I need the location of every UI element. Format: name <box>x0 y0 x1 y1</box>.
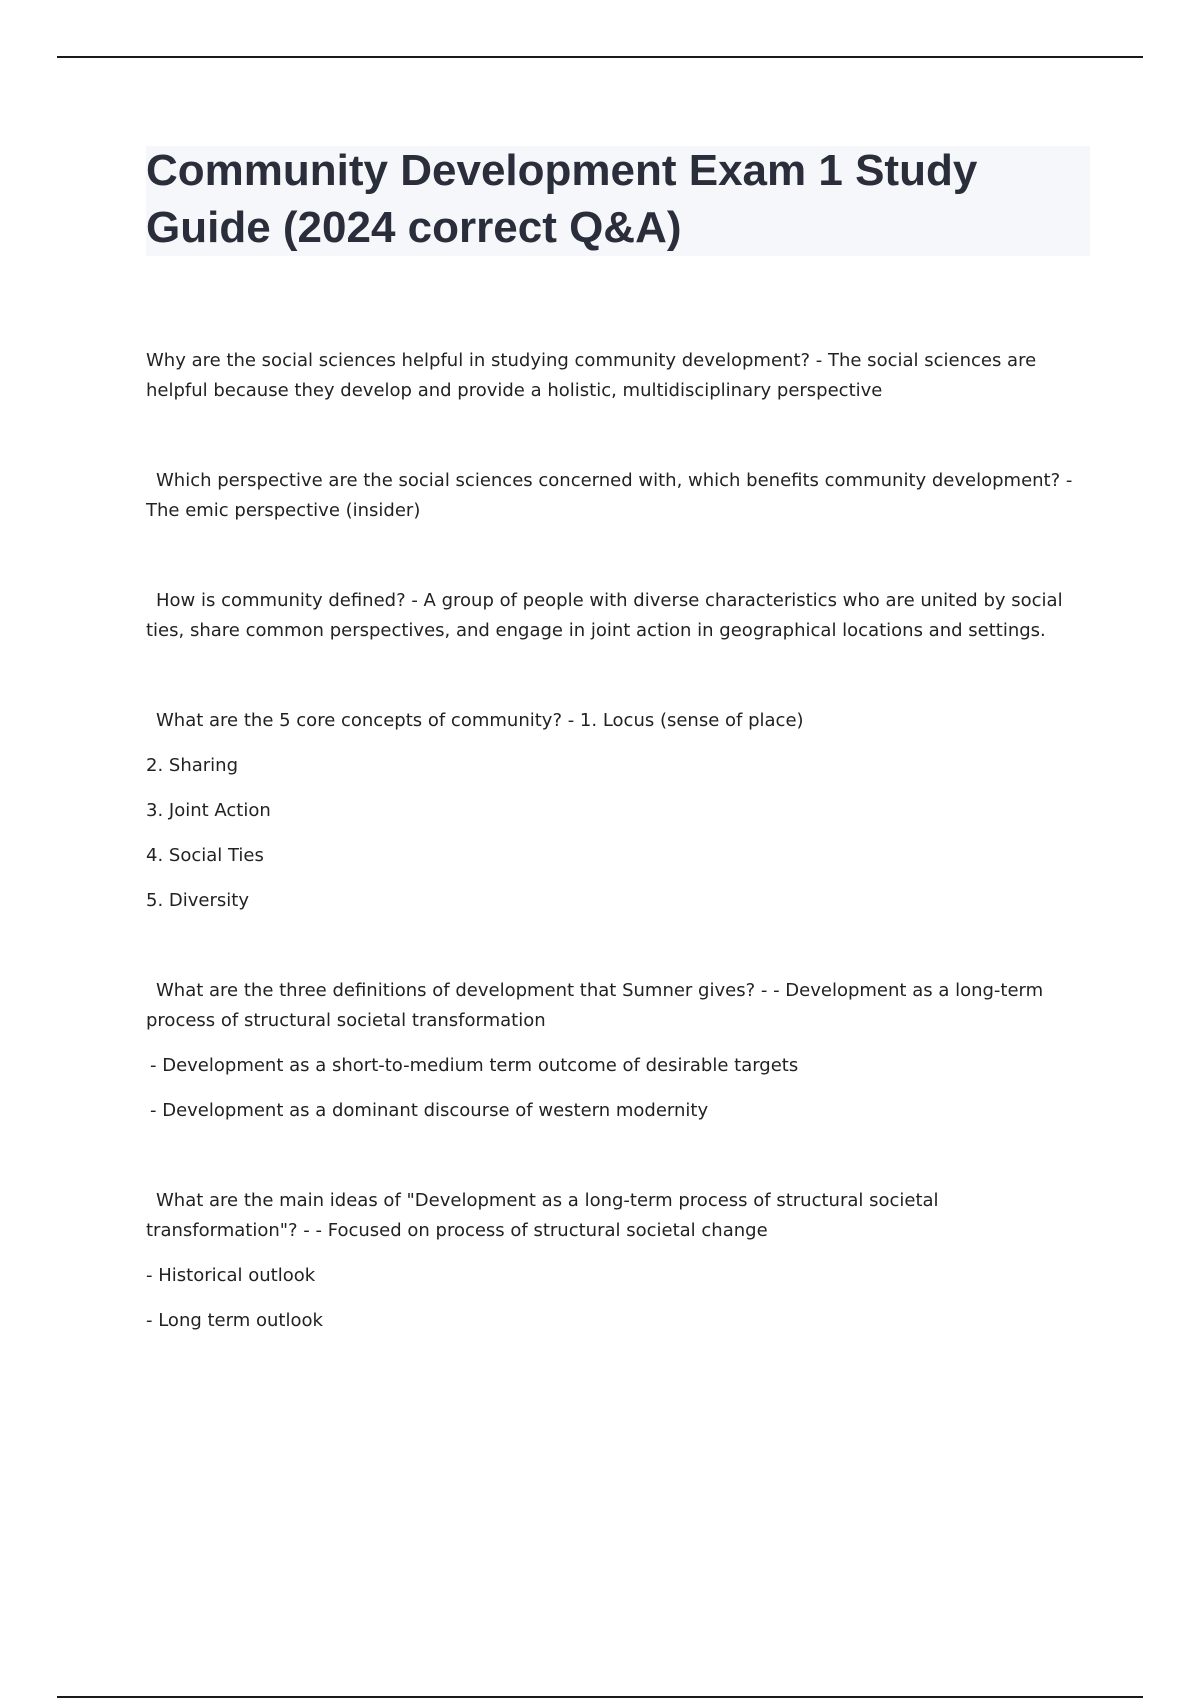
qa-question: What are the main ideas of "Development as a long-term process of structural societal transformation"? - - Focused on process of structural societal change <box>146 1190 939 1241</box>
qa-item <box>146 1186 1076 1336</box>
qa-question: How is community defined? - A group of people with diverse characteristics who are united by social ties, share common perspectives, and engage in joint action in geographical locations and settings. <box>146 590 1063 641</box>
qa-item <box>146 706 1076 916</box>
page-title: Community Development Exam 1 Study Guide (2024 correct Q&A) <box>146 146 978 252</box>
qa-item <box>146 466 1076 526</box>
answer-line: 4. Social Ties <box>146 845 264 866</box>
qa-question: What are the three definitions of development that Sumner gives? - - Development as a long-term process of structural societal transformation <box>146 980 1044 1031</box>
qa-item <box>146 586 1076 646</box>
answer-line: - Long term outlook <box>146 1310 323 1331</box>
answer-line: 2. Sharing <box>146 755 238 776</box>
qa-item <box>146 976 1076 1126</box>
qa-question: Which perspective are the social sciences concerned with, which benefits community development? - The emic perspective (insider) <box>146 470 1073 521</box>
answer-line: 3. Joint Action <box>146 800 271 821</box>
answer-line: 5. Diversity <box>146 890 249 911</box>
answer-line: - Historical outlook <box>146 1265 316 1286</box>
qa-content <box>146 346 1076 1336</box>
qa-question: What are the 5 core concepts of community? - 1. Locus (sense of place) <box>156 710 804 731</box>
bottom-rule <box>57 1696 1143 1698</box>
top-rule <box>57 56 1143 58</box>
qa-question: Why are the social sciences helpful in studying community development? - The social sciences are helpful because they develop and provide a holistic, multidisciplinary perspective <box>146 350 1037 401</box>
answer-line: - Development as a short-to-medium term outcome of desirable targets <box>150 1055 799 1076</box>
answer-line: - Development as a dominant discourse of western modernity <box>150 1100 709 1121</box>
qa-item <box>146 346 1076 406</box>
